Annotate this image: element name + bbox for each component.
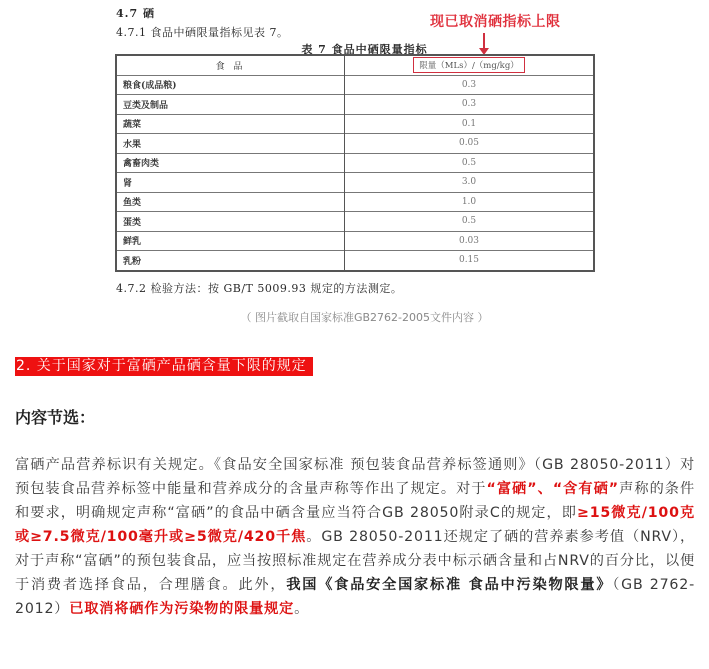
limit-cell: 3.0	[345, 173, 595, 193]
food-cell: 鱼类	[116, 192, 345, 212]
limit-cell: 0.1	[345, 114, 595, 134]
food-cell: 肾	[116, 173, 345, 193]
limit-cell: 0.05	[345, 134, 595, 154]
table-row	[116, 231, 594, 251]
annotation-text: 现已取消硒指标上限	[430, 14, 561, 30]
table-caption: 表 7 食品中硒限量指标	[301, 43, 428, 56]
limit-cell: 0.03	[345, 231, 595, 251]
highlight-thresholds: ≥15微克/100克或≥7.5微克/100毫升或≥5微克/420千焦	[15, 505, 695, 545]
food-cell: 水果	[116, 134, 345, 154]
bold-standard-name: 我国《食品安全国家标准 食品中污染物限量》	[286, 577, 613, 593]
table-row	[116, 134, 594, 154]
limit-cell: 0.5	[345, 153, 595, 173]
selenium-limits-table	[115, 54, 595, 272]
text-run: 声称的条件和要求，明确规定声称“富硒”的食品中硒含量应当符合GB 28050附录C的规定，即	[15, 481, 695, 521]
scanned-standard-image	[0, 0, 709, 300]
section-banner: 2. 关于国家对于富硒产品硒含量下限的规定	[15, 357, 313, 376]
body-paragraph	[15, 453, 695, 621]
table-row	[116, 251, 594, 271]
highlight-cancellation: 已取消将硒作为污染物的限量规定	[69, 601, 295, 617]
limit-cell: 0.3	[345, 75, 595, 95]
food-cell: 粮食(成品粮)	[116, 75, 345, 95]
food-cell: 乳粉	[116, 251, 345, 271]
header-limit	[345, 55, 595, 75]
table-row	[116, 192, 594, 212]
test-method-text: 4.7.2 检验方法：按 GB/T 5009.93 规定的方法测定。	[116, 282, 403, 295]
limit-cell: 1.0	[345, 192, 595, 212]
excerpt-heading: 内容节选：	[15, 408, 96, 427]
table-row	[116, 173, 594, 193]
table-row	[116, 212, 594, 232]
table-row	[116, 114, 594, 134]
text-run: 。GB 28050-2011还规定了硒的营养素参考值（NRV），对于声称“富硒”的预包装食品，应当按照标准规定在营养成分表中标示硒含量和占NRV的百分比，以便于消费者选择食品，合理膳食。此外，	[15, 529, 696, 593]
food-cell: 蛋类	[116, 212, 345, 232]
text-run: （GB 2762-2012）	[15, 577, 695, 617]
limit-cell: 0.5	[345, 212, 595, 232]
text-run: 。	[294, 601, 310, 617]
table-header-row	[116, 55, 594, 75]
limit-cell: 0.3	[345, 95, 595, 115]
highlighted-header-box: 限量（MLs）/（mg/kg）	[413, 57, 525, 73]
limit-cell: 0.15	[345, 251, 595, 271]
food-cell: 禽畜肉类	[116, 153, 345, 173]
table-row	[116, 153, 594, 173]
text-run: 富硒产品营养标识有关规定。《食品安全国家标准 预包装食品营养标签通则》（GB 28050-2011）对预包装食品营养标签中能量和营养成分的含量声称等作出了规定。对于	[15, 457, 695, 497]
highlight-claims: “富硒”、“含有硒”	[486, 481, 619, 497]
header-food: 食 品	[116, 55, 345, 75]
section-title: 4.7 硒	[116, 7, 155, 20]
table-row	[116, 95, 594, 115]
food-cell: 蔬菜	[116, 114, 345, 134]
image-caption: （ 图片截取自国家标准GB2762-2005文件内容 ）	[240, 311, 489, 324]
food-cell: 鲜乳	[116, 231, 345, 251]
food-cell: 豆类及制品	[116, 95, 345, 115]
table-row	[116, 75, 594, 95]
subsection-title: 4.7.1 食品中硒限量指标见表 7。	[116, 26, 289, 39]
